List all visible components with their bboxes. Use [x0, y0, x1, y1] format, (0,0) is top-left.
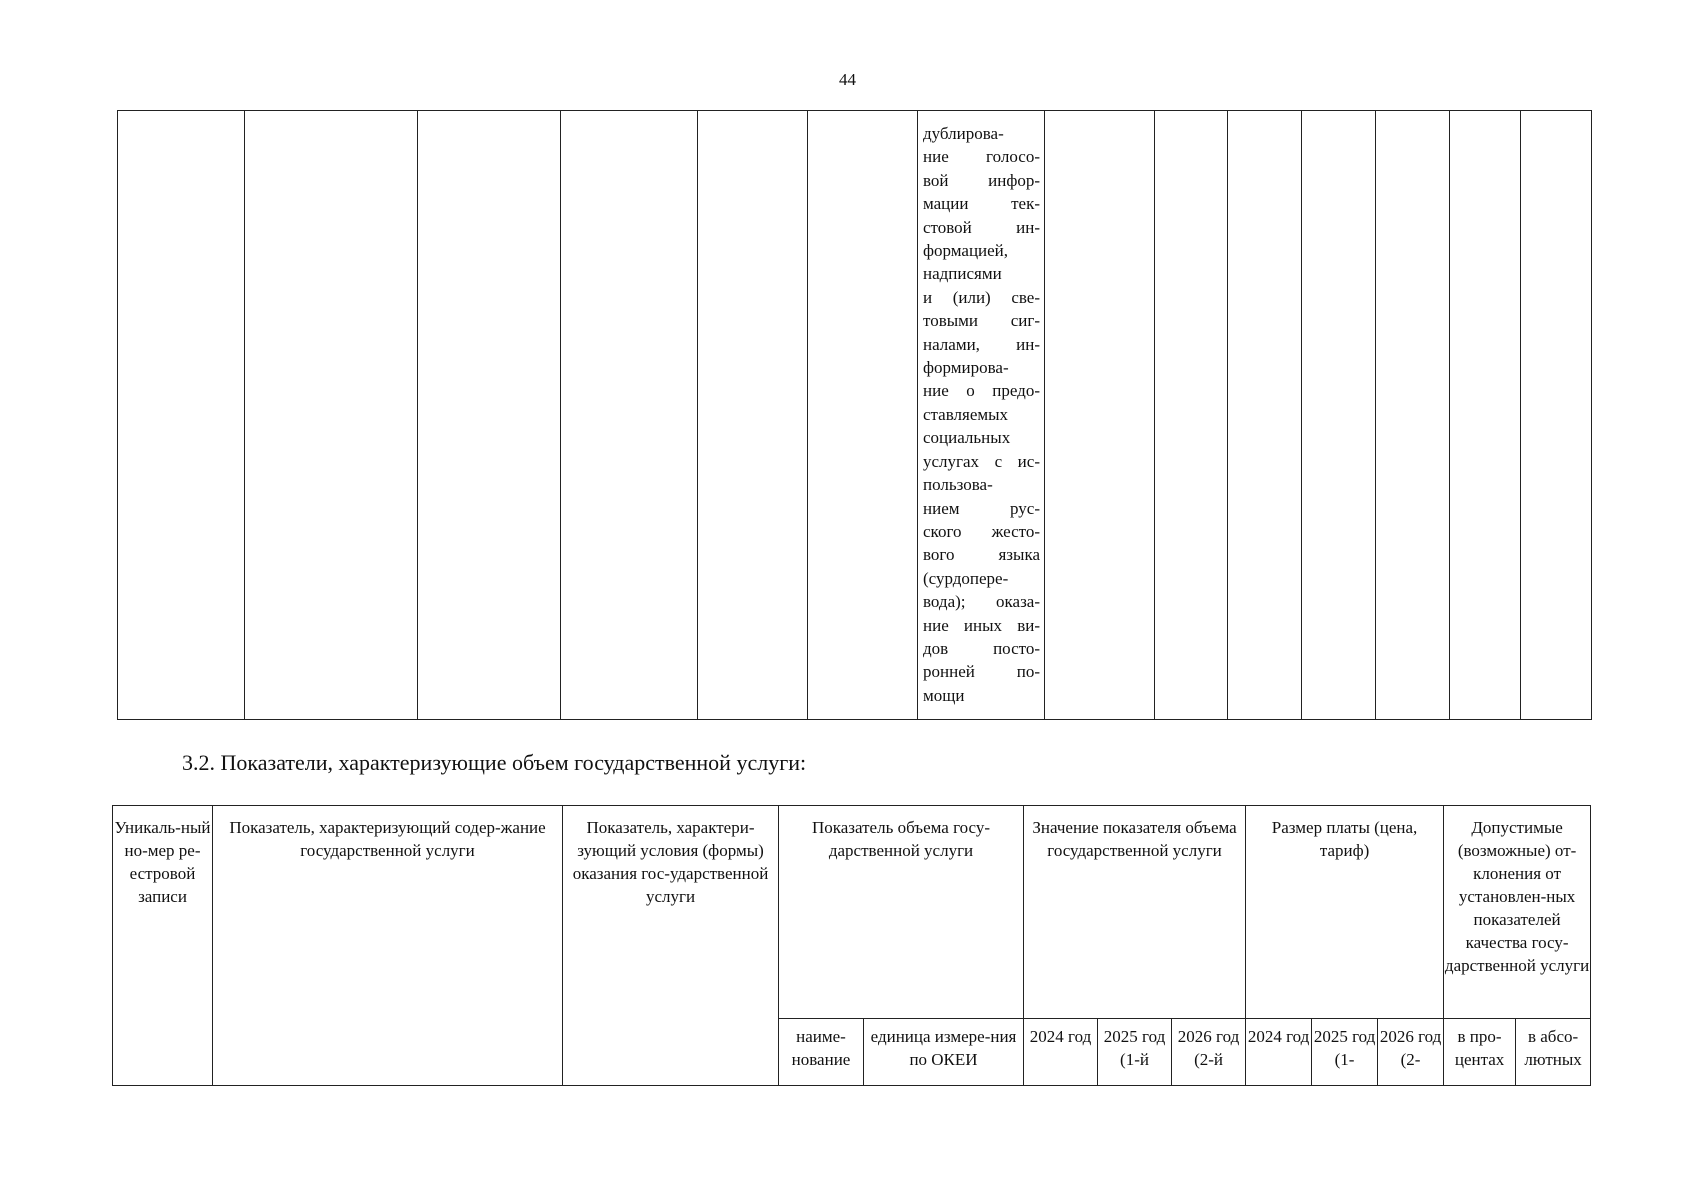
- table-cell: [418, 111, 561, 720]
- table-cell: [118, 111, 245, 720]
- section-heading: 3.2. Показатели, характеризующие объем государственной услуги:: [182, 750, 807, 775]
- table-cell: [1450, 111, 1521, 720]
- subheader-unit: единица измере-ния по ОКЕИ: [864, 1019, 1024, 1086]
- table-cell: [561, 111, 698, 720]
- subheader-absolute: в абсо-лютных: [1516, 1019, 1591, 1086]
- subheader-fee-2026: 2026 год (2-: [1378, 1019, 1444, 1086]
- table-cell: [808, 111, 918, 720]
- subheader-name: наиме-нование: [779, 1019, 864, 1086]
- page-number: 44: [839, 70, 856, 89]
- table-cell: [1045, 111, 1155, 720]
- table-cell: [1521, 111, 1592, 720]
- subheader-fee-2024: 2024 год: [1246, 1019, 1312, 1086]
- header-volume-indicator: Показатель объема госу-дарственной услуги: [779, 806, 1024, 1019]
- volume-indicators-table: [112, 805, 1591, 1086]
- continuation-table: [117, 110, 1592, 720]
- subheader-value-2025: 2025 год (1-й: [1098, 1019, 1172, 1086]
- subheader-value-2024: 2024 год: [1024, 1019, 1098, 1086]
- service-description-cell: дублирова- ние голосо- вой инфор- мации тек- стовой ин- формацией, надписями и (или) све- товыми сиг- налами, ин- формирова- ние о предо- ставляемых социальных услугах с ис- пользова- нием рус- ского жесто- вого языка (сурдопере- вода); оказа- ние иных ви- дов посто- ронней по- мощи: [918, 111, 1045, 720]
- header-volume-value: Значение показателя объема государственной услуги: [1024, 806, 1246, 1019]
- table-cell: [1228, 111, 1302, 720]
- table-cell: [698, 111, 808, 720]
- subheader-percent: в про-центах: [1444, 1019, 1516, 1086]
- table-cell: [1376, 111, 1450, 720]
- header-fee: Размер платы (цена, тариф): [1246, 806, 1444, 1019]
- header-content-indicator: Показатель, характеризующий содер-жание государственной услуги: [213, 806, 563, 1086]
- header-conditions-indicator: Показатель, характери-зующий условия (формы) оказания гос-ударственной услуги: [563, 806, 779, 1086]
- header-deviations: Допустимые (возможные) от-клонения от установлен-ных показателей качества госу-дарственной услуги: [1444, 806, 1591, 1019]
- subheader-fee-2025: 2025 год (1-: [1312, 1019, 1378, 1086]
- table-cell: [1155, 111, 1228, 720]
- subheader-value-2026: 2026 год (2-й: [1172, 1019, 1246, 1086]
- table-cell: [1302, 111, 1376, 720]
- table-cell: [245, 111, 418, 720]
- header-unique-number: Уникаль-ный но-мер ре-естровой записи: [113, 806, 213, 1086]
